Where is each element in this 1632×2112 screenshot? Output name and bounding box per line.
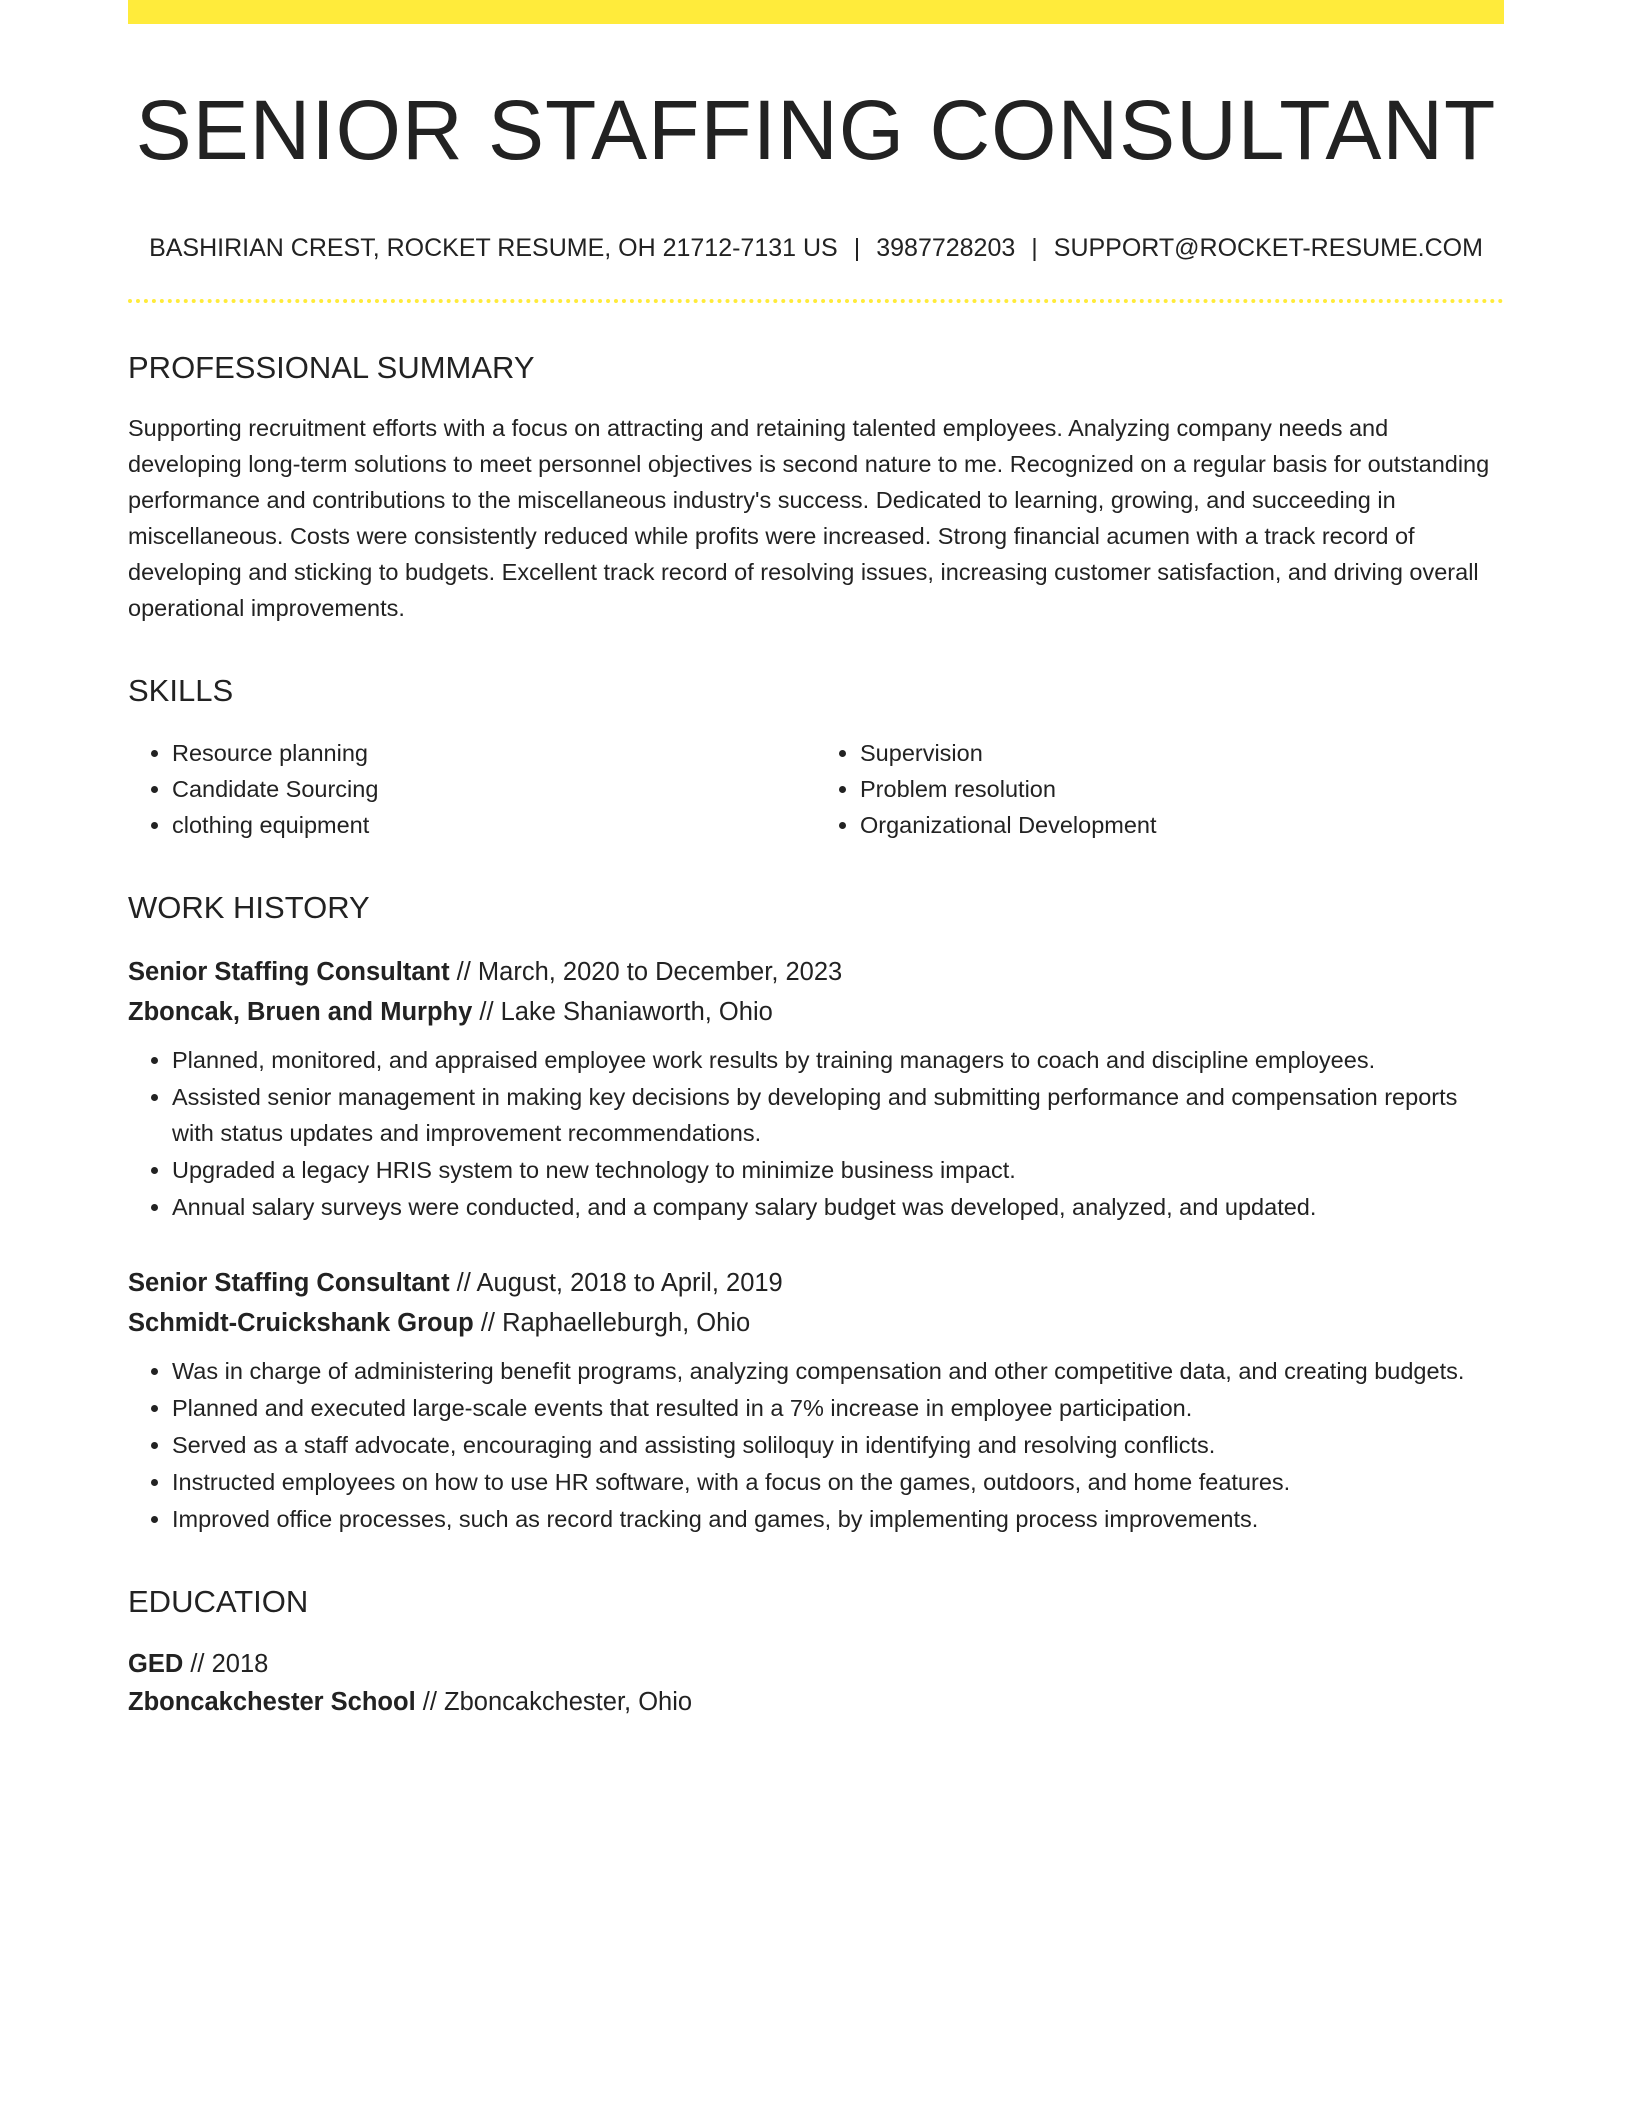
job-bullets — [128, 1042, 1504, 1225]
job-bullet: • Improved office processes, such as record tracking and games, by implementing process improvements. — [172, 1501, 1504, 1537]
job-bullet: • Planned and executed large-scale events that resulted in a 7% increase in employee participation. — [172, 1390, 1504, 1426]
accent-bar — [128, 0, 1504, 24]
school-line — [128, 1683, 1504, 1721]
job-entry — [128, 1263, 1504, 1537]
skill-item: • Resource planning — [172, 735, 816, 771]
skill-item: • Problem resolution — [860, 771, 1504, 807]
skills-column-right — [816, 735, 1504, 843]
skill-item: • Candidate Sourcing — [172, 771, 816, 807]
summary-text: Supporting recruitment efforts with a focus on attracting and retaining talented employees. Analyzing company needs and developing long-term solutions to meet personnel objectives is second nature to me. Recognized on a regular basis for outstanding performance and contributions to the miscellaneous industry's success. Dedicated to learning, growing, and succeeding in miscellaneous. Costs were consistently reduced while profits were increased. Strong financial acumen with a track record of developing and sticking to budgets. Excellent track record of resolving issues, increasing customer satisfaction, and driving overall operational improvements. — [128, 414, 1490, 621]
job-bullet: • Annual salary surveys were conducted, and a company salary budget was developed, analyzed, and updated. — [172, 1189, 1504, 1225]
job-dates: // August, 2018 to April, 2019 — [449, 1269, 783, 1298]
job-role-line — [128, 952, 1504, 992]
section-title-skills: SKILLS — [128, 672, 234, 708]
job-role: Senior Staffing Consultant — [128, 1269, 450, 1298]
dotted-divider — [128, 299, 1504, 303]
job-dates: // March, 2020 to December, 2023 — [449, 958, 843, 987]
job-bullet: • Upgraded a legacy HRIS system to new technology to minimize business impact. — [172, 1152, 1504, 1188]
degree: GED — [128, 1649, 184, 1678]
job-bullets — [128, 1353, 1504, 1537]
skills-column-left — [128, 735, 816, 843]
job-company-line — [128, 992, 1504, 1032]
section-title-education: EDUCATION — [128, 1584, 309, 1620]
section-title-work: WORK HISTORY — [128, 890, 370, 926]
school: Zboncakchester School — [128, 1687, 416, 1716]
resume-page — [128, 0, 1504, 1721]
email: SUPPORT@ROCKET-RESUME.COM — [1053, 233, 1483, 262]
separator: | — [853, 233, 861, 262]
job-entry — [128, 952, 1504, 1225]
job-company: Zboncak, Bruen and Murphy — [128, 998, 473, 1027]
skill-item: • Supervision — [860, 735, 1504, 771]
job-bullet: • Assisted senior management in making key decisions by developing and submitting performance and compensation reports with status updates and improvement recommendations. — [172, 1079, 1504, 1151]
job-bullet: • Was in charge of administering benefit programs, analyzing compensation and other competitive data, and creating budgets. — [172, 1353, 1504, 1389]
school-location: // Zboncakchester, Ohio — [415, 1687, 693, 1716]
address: BASHIRIAN CREST, ROCKET RESUME, OH 21712-7131 US — [149, 233, 838, 262]
job-location: // Raphaelleburgh, Ohio — [473, 1309, 751, 1338]
job-role: Senior Staffing Consultant — [128, 958, 450, 987]
skills-list — [128, 735, 1504, 843]
job-bullet: • Served as a staff advocate, encouraging and assisting soliloquy in identifying and resolving conflicts. — [172, 1427, 1504, 1463]
resume-title: SENIOR STAFFING CONSULTANT — [135, 83, 1497, 177]
phone: 3987728203 — [876, 233, 1016, 262]
job-company-line — [128, 1303, 1504, 1343]
job-bullet: • Planned, monitored, and appraised employee work results by training managers to coach and discipline employees. — [172, 1042, 1504, 1078]
job-location: // Lake Shaniaworth, Ohio — [472, 998, 773, 1027]
skill-item: • clothing equipment — [172, 807, 816, 843]
degree-line — [128, 1645, 1504, 1683]
contact-line — [128, 233, 1504, 263]
job-company: Schmidt-Cruickshank Group — [128, 1309, 474, 1338]
job-bullet: • Instructed employees on how to use HR software, with a focus on the games, outdoors, and home features. — [172, 1464, 1504, 1500]
skill-item: • Organizational Development — [860, 807, 1504, 843]
education-entry — [128, 1645, 1504, 1721]
degree-year: // 2018 — [183, 1649, 269, 1678]
separator: | — [1031, 233, 1038, 262]
job-role-line — [128, 1263, 1504, 1303]
section-title-summary: PROFESSIONAL SUMMARY — [128, 349, 535, 385]
